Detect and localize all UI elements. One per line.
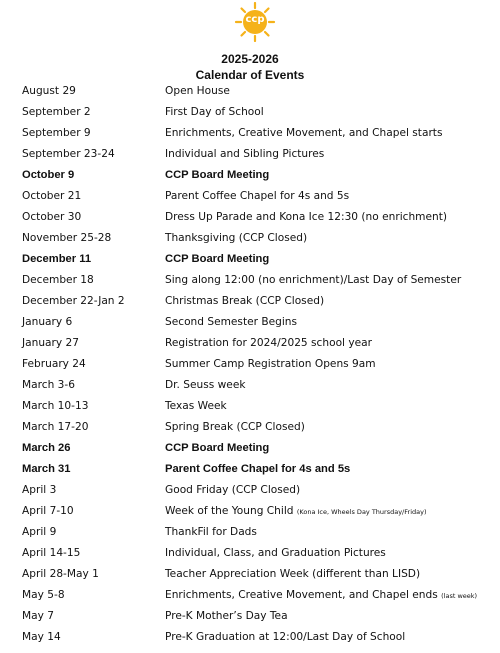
event-date: December 22-Jan 2 (22, 295, 125, 307)
event-row (0, 124, 500, 145)
event-description: Pre-K Mother’s Day Tea (165, 610, 288, 622)
event-row (0, 271, 500, 292)
event-row (0, 166, 500, 187)
event-row (0, 355, 500, 376)
events-list (0, 82, 500, 649)
event-date: September 2 (22, 106, 91, 118)
event-description: Dress Up Parade and Kona Ice 12:30 (no enrichment) (165, 211, 448, 223)
event-date: October 30 (22, 211, 82, 223)
event-description: Week of the Young Child (165, 505, 294, 517)
event-description-cell (165, 316, 297, 328)
event-row (0, 187, 500, 208)
event-date: March 10-13 (22, 400, 89, 412)
event-note: (last week) (441, 592, 478, 600)
event-description-cell (165, 463, 350, 475)
event-date: April 9 (22, 526, 57, 538)
event-description-cell (165, 400, 227, 412)
event-date: April 28-May 1 (22, 568, 99, 580)
event-row (0, 418, 500, 439)
logo-text: ccp (245, 14, 265, 25)
event-date: May 5-8 (22, 589, 65, 601)
event-description-cell (165, 421, 305, 433)
event-date: November 25-28 (22, 232, 112, 244)
event-row (0, 586, 500, 607)
event-description: Teacher Appreciation Week (different than LISD) (165, 568, 421, 580)
event-description: CCP Board Meeting (165, 253, 270, 265)
event-date: March 31 (22, 463, 71, 475)
event-description-cell (165, 589, 477, 601)
event-description: CCP Board Meeting (165, 169, 270, 181)
event-description: Spring Break (CCP Closed) (165, 421, 305, 433)
event-description: Parent Coffee Chapel for 4s and 5s (165, 463, 351, 475)
event-description: Texas Week (165, 400, 227, 412)
event-row (0, 439, 500, 460)
event-description: Thanksgiving (CCP Closed) (165, 232, 308, 244)
event-date: March 3-6 (22, 379, 75, 391)
event-description-cell (165, 631, 405, 643)
event-row (0, 502, 500, 523)
event-description: Enrichments, Creative Movement, and Chapel ends (165, 589, 438, 601)
event-description-cell (165, 358, 376, 370)
event-date: April 14-15 (22, 547, 81, 559)
event-description-cell (165, 568, 420, 580)
event-description-cell (165, 337, 372, 349)
event-row (0, 208, 500, 229)
event-description: Parent Coffee Chapel for 4s and 5s (165, 190, 350, 202)
calendar-year: 2025-2026 (221, 52, 279, 66)
calendar-title: Calendar of Events (195, 68, 305, 82)
event-date: December 18 (22, 274, 94, 286)
event-description: Registration for 2024/2025 school year (165, 337, 373, 349)
event-row (0, 565, 500, 586)
event-description: Enrichments, Creative Movement, and Chapel starts (165, 127, 443, 139)
event-date: April 7-10 (22, 505, 74, 517)
event-description-cell (165, 610, 288, 622)
event-description-cell (165, 274, 461, 286)
event-description-cell (165, 232, 307, 244)
event-row (0, 481, 500, 502)
event-row (0, 250, 500, 271)
event-description: Pre-K Graduation at 12:00/Last Day of School (165, 631, 406, 643)
ccp-logo (234, 2, 276, 42)
event-description-cell (165, 253, 269, 265)
event-description-cell (165, 127, 442, 139)
event-description: Individual and Sibling Pictures (165, 148, 325, 160)
event-row (0, 460, 500, 481)
event-date: May 7 (22, 610, 55, 622)
event-date: March 17-20 (22, 421, 89, 433)
event-row (0, 523, 500, 544)
event-row (0, 145, 500, 166)
event-row (0, 103, 500, 124)
event-description: Sing along 12:00 (no enrichment)/Last Day of Semester (165, 274, 462, 286)
event-description: First Day of School (165, 106, 264, 118)
event-row (0, 82, 500, 103)
event-description-cell (165, 211, 447, 223)
event-description: Summer Camp Registration Opens 9am (165, 358, 376, 370)
event-row (0, 313, 500, 334)
event-description-cell (165, 169, 269, 181)
event-row (0, 376, 500, 397)
event-date: August 29 (22, 85, 76, 97)
event-row (0, 397, 500, 418)
event-date: May 14 (22, 631, 61, 643)
event-description: Open House (165, 85, 230, 97)
event-row (0, 334, 500, 355)
event-row (0, 292, 500, 313)
event-description: ThankFil for Dads (165, 526, 257, 538)
event-description-cell (165, 484, 300, 496)
event-date: September 23-24 (22, 148, 115, 160)
event-description-cell (165, 442, 269, 454)
event-date: March 26 (22, 442, 71, 454)
event-description: Second Semester Begins (165, 316, 298, 328)
event-date: September 9 (22, 127, 91, 139)
event-row (0, 628, 500, 649)
event-description-cell (165, 148, 324, 160)
event-description-cell (165, 547, 386, 559)
event-row (0, 544, 500, 565)
event-date: December 11 (22, 253, 92, 265)
event-description-cell (165, 106, 264, 118)
event-description: Christmas Break (CCP Closed) (165, 295, 325, 307)
event-date: October 21 (22, 190, 82, 202)
event-description: CCP Board Meeting (165, 442, 270, 454)
event-description-cell (165, 379, 245, 391)
event-date: April 3 (22, 484, 57, 496)
event-description: Dr. Seuss week (165, 379, 246, 391)
event-description-cell (165, 295, 324, 307)
event-description-cell (165, 526, 257, 538)
event-date: January 6 (22, 316, 73, 328)
event-date: January 27 (22, 337, 80, 349)
event-date: February 24 (22, 358, 86, 370)
event-date: October 9 (22, 169, 75, 181)
event-description: Good Friday (CCP Closed) (165, 484, 301, 496)
event-description-cell (165, 505, 427, 517)
event-description-cell (165, 85, 230, 97)
event-row (0, 229, 500, 250)
event-note: (Kona Ice, Wheels Day Thursday/Friday) (296, 508, 427, 516)
event-row (0, 607, 500, 628)
event-description-cell (165, 190, 349, 202)
event-description: Individual, Class, and Graduation Pictures (165, 547, 386, 559)
